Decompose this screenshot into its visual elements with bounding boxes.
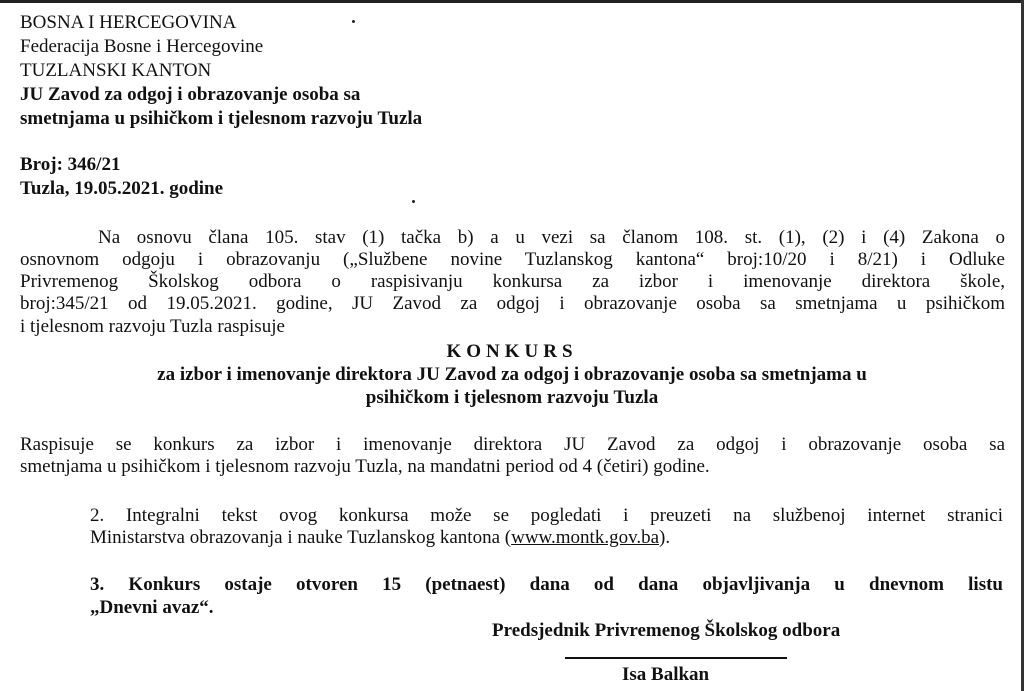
body-paragraph3-line1: 3. Konkurs ostaje otvoren 15 (petnaest) dana od dana objavljivanja u dnevnom listu	[90, 574, 1003, 595]
header-institution-line1: JU Zavod za odgoj i obrazovanje osoba sa	[20, 84, 361, 105]
header-canton: TUZLANSKI KANTON	[20, 60, 212, 81]
header-federation: Federacija Bosne i Hercegovine	[20, 36, 264, 57]
body-paragraph1-line2: smetnjama u psihičkom i tjelesnom razvoju Tuzla, na mandatni period od 4 (četiri) godine.	[20, 456, 710, 477]
intro-line-2: osnovnom odgoju i obrazovanju („Službene novine Tuzlanskog kantona“ broj:10/20 i 8/21) i Odluke	[20, 249, 1005, 270]
header-institution-line2: smetnjama u psihičkom i tjelesnom razvoju Tuzla	[20, 108, 423, 129]
body-paragraph2-text: Ministarstva obrazovanja i nauke Tuzlanskog kantona (	[90, 527, 512, 548]
body-paragraph2-line2	[90, 527, 670, 549]
document-place-date: Tuzla, 19.05.2021. godine	[20, 178, 224, 199]
signature-role: Predsjednik Privremenog Školskog odbora	[492, 620, 841, 641]
body-paragraph1-line1: Raspisuje se konkurs za izbor i imenovanje direktora JU Zavod za odgoj i obrazovanje osoba sa	[20, 434, 1005, 455]
intro-line-4: broj:345/21 od 19.05.2021. godine, JU Zavod za odgoj i obrazovanje osoba sa smetnjama u psihičkom	[20, 293, 1005, 314]
intro-line-3: Privremenog Školskog odbora o raspisivanju konkursa za izbor i imenovanje direktora škole,	[20, 271, 1005, 292]
scan-speck	[412, 200, 415, 203]
ministry-website-link[interactable]: www.montk.gov.ba	[511, 527, 660, 548]
signature-line	[565, 657, 787, 659]
body-paragraph2-close: ).	[659, 527, 671, 548]
konkurs-subtitle-line1: za izbor i imenovanje direktora JU Zavod za odgoj i obrazovanje osoba sa smetnjama u	[157, 364, 867, 385]
intro-line-5: i tjelesnom razvoju Tuzla raspisuje	[20, 316, 285, 337]
konkurs-title: KONKURS	[446, 341, 578, 362]
body-paragraph2-line1: 2. Integralni tekst ovog konkursa može se pogledati i preuzeti na službenoj internet stranici	[90, 505, 1003, 526]
header-country: BOSNA I HERCEGOVINA	[20, 12, 237, 33]
signature-name: Isa Balkan	[622, 664, 710, 685]
intro-line-1: Na osnovu člana 105. stav (1) tačka b) a u vezi sa članom 108. st. (1), (2) i (4) Zakona o	[98, 227, 1005, 248]
konkurs-subtitle-line2: psihičkom i tjelesnom razvoju Tuzla	[365, 387, 659, 408]
scan-speck	[352, 20, 355, 23]
body-paragraph3-line2: „Dnevni avaz“.	[90, 597, 214, 618]
scan-border-top	[0, 0, 1024, 3]
document-number: Broj: 346/21	[20, 154, 121, 175]
